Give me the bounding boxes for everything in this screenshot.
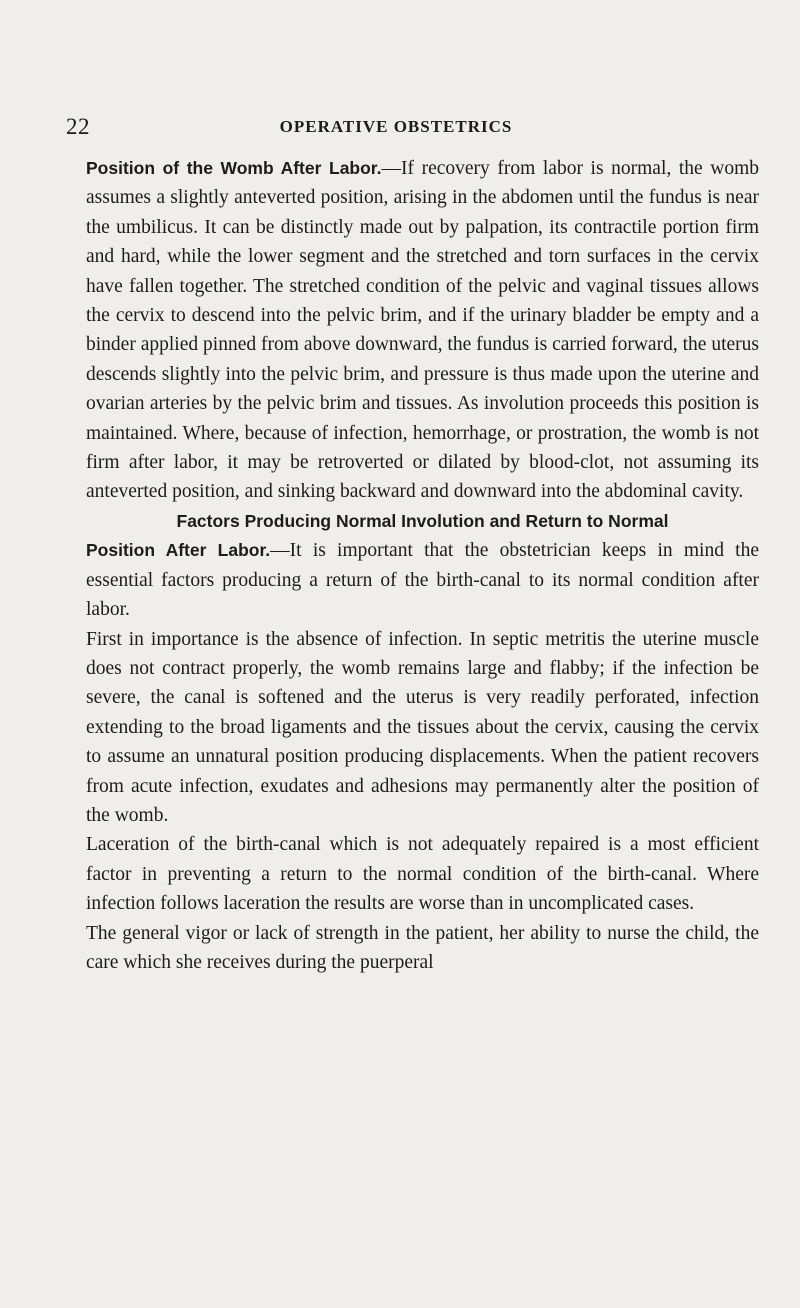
section-heading-factors-line2: Position After Labor. [86, 540, 271, 561]
running-head [56, 114, 756, 138]
body-text [86, 154, 759, 977]
paragraph-womb-position [86, 154, 759, 507]
paragraph-factors [86, 536, 759, 624]
section-heading-factors-line1: Factors Producing Normal Involution and Return to Normal [176, 510, 669, 531]
page-number: 22 [66, 114, 90, 139]
running-head-title: OPERATIVE OBSTETRICS [279, 117, 513, 136]
paragraph-general-vigor: The general vigor or lack of strength in the patient, her ability to nurse the child, the care which she receives during the puerperal [86, 922, 759, 973]
paragraph-text: —If recovery from labor is normal, the womb assumes a slightly anteverted position, arising in the abdomen until the fundus is near the umbilicus. It can be distinctly made out by palpation, its contractile portion firm and hard, while the lower segment and the stretched and torn surfaces in the cervix have fallen together. The stretched condition of the pelvic and vaginal tissues allows the cervix to descend into the pelvic brim, and if the urinary bladder be empty and a binder applied pinned from above downward, the fundus is carried forward, the uterus descends slightly into the pelvic brim, and pressure is thus made upon the uterine and ovarian arteries by the pelvic brim and tissues. As involution proceeds this position is maintained. Where, because of infection, hemorrhage, or prostration, the womb is not firm after labor, it may be retroverted or dilated by blood-clot, not assuming its anteverted position, and sinking backward and downward into the abdominal cavity. [86, 158, 759, 503]
paragraph-text: —It is important that the obstetrician keeps in mind the essential factors producing a return of the birth-canal to its normal condition after labor. [86, 540, 759, 621]
book-page [56, 0, 759, 1308]
paragraph-laceration: Laceration of the birth-canal which is not adequately repaired is a most efficient factor in preventing a return to the normal condition of the birth-canal. Where infection follows laceration the results are worse than in uncomplicated cases. [86, 834, 759, 915]
paragraph-infection: First in importance is the absence of infection. In septic metritis the uterine muscle does not contract properly, the womb remains large and flabby; if the infection be severe, the canal is softened and the uterus is very readily perforated, infection extending to the broad ligaments and the tissues about the cervix, causing the cervix to assume an unnatural position producing displacements. When the patient recovers from acute infection, exudates and adhesions may permanently alter the position of the womb. [86, 628, 759, 826]
section-heading-womb-position: Position of the Womb After Labor. [86, 158, 382, 178]
